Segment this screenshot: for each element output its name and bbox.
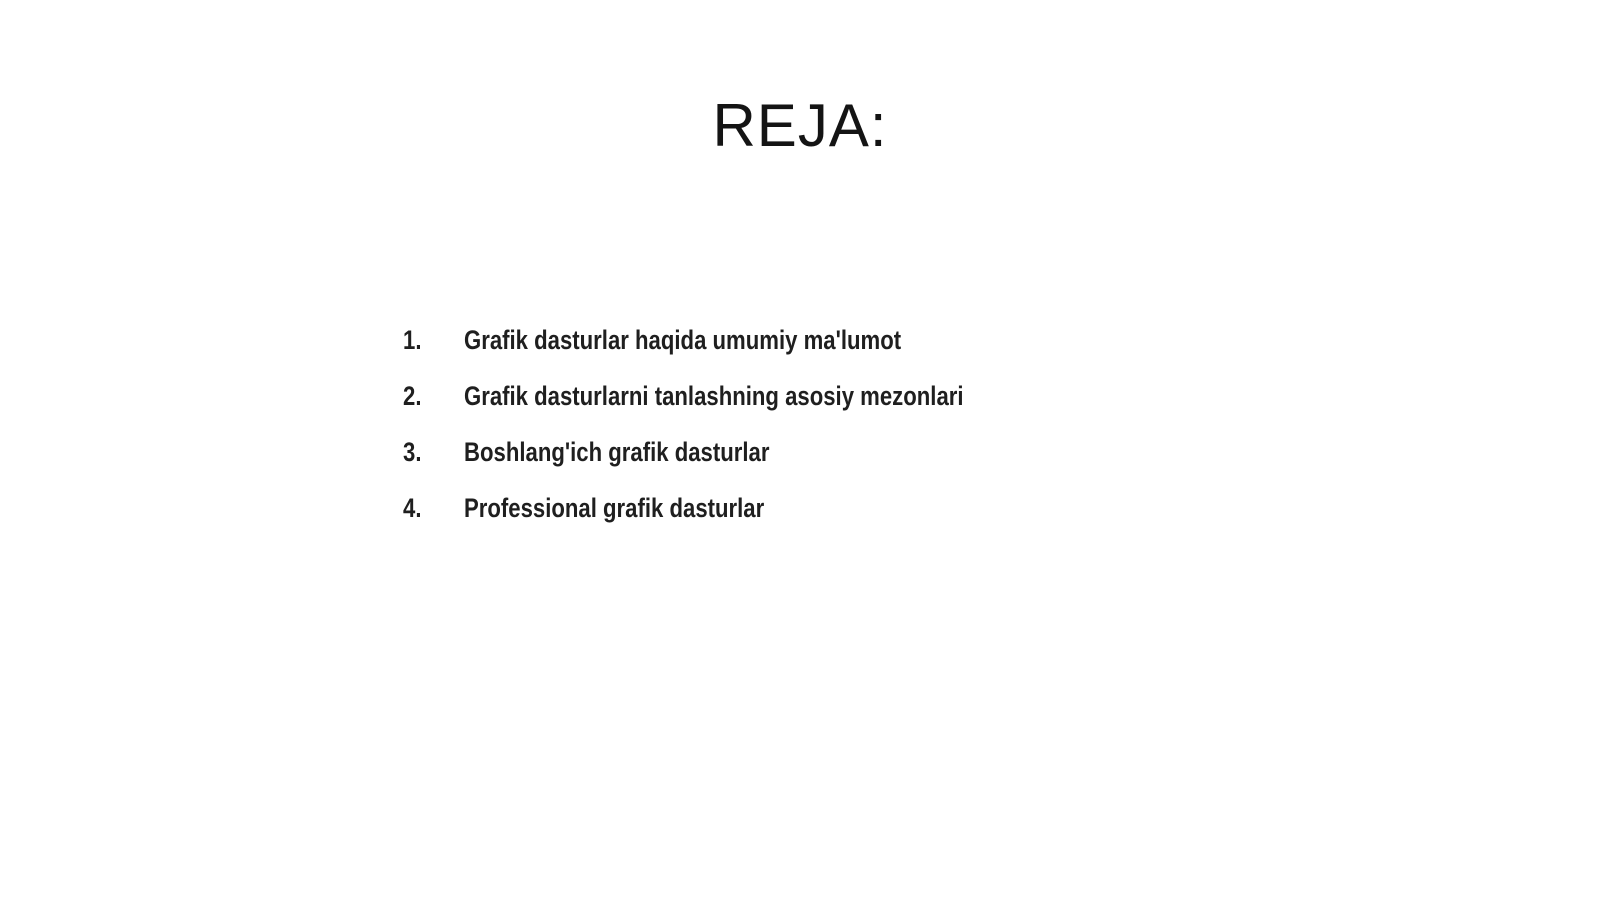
- list-item-number: 1.: [403, 325, 422, 355]
- slide-title: REJA:: [712, 92, 888, 159]
- list-item-text: Boshlang'ich grafik dasturlar: [464, 437, 770, 467]
- list-item: [403, 437, 1073, 493]
- list-item: [403, 493, 1073, 549]
- list-item-text: Grafik dasturlarni tanlashning asosiy mezonlari: [464, 381, 964, 411]
- list-item-number: 4.: [403, 493, 422, 523]
- list-item: [403, 325, 1073, 381]
- list-item-number: 2.: [403, 381, 422, 411]
- plan-list: [403, 325, 1073, 549]
- list-item: [403, 381, 1073, 437]
- list-item-number: 3.: [403, 437, 422, 467]
- list-item-text: Professional grafik dasturlar: [464, 493, 765, 523]
- list-item-text: Grafik dasturlar haqida umumiy ma'lumot: [464, 325, 902, 355]
